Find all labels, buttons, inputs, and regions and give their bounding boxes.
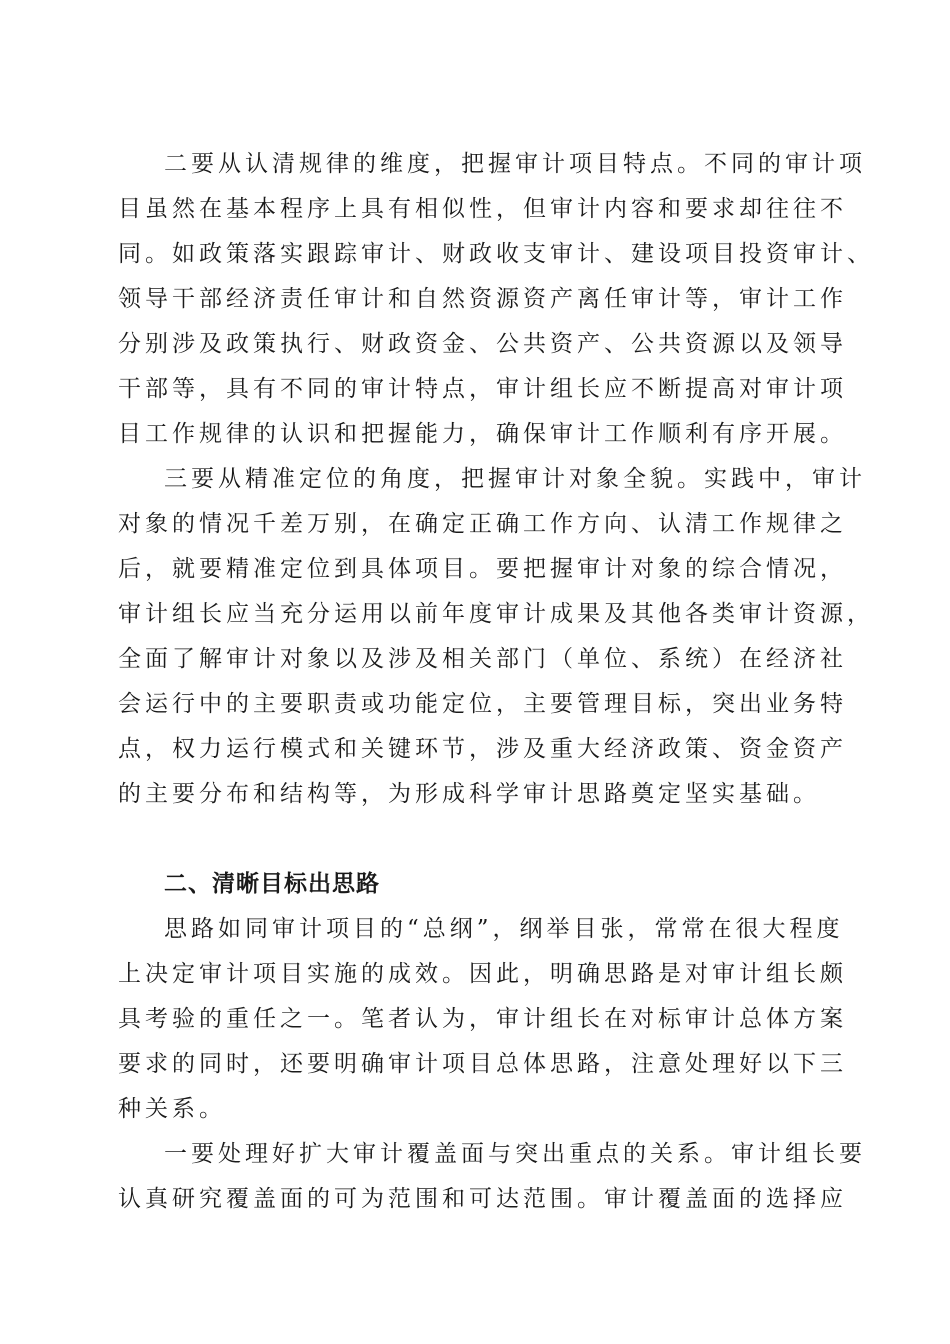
paragraph-line: 后，就要精准定位到具体项目。要把握审计对象的综合情况， (118, 556, 847, 582)
paragraph-line: 领导干部经济责任审计和自然资源资产离任审计等，审计工作 (118, 286, 847, 312)
paragraph-line (118, 817, 833, 862)
paragraph-audit-object (118, 457, 874, 862)
paragraph-line: 一要处理好扩大审计覆盖面与突出重点的关系。审计组长要 (164, 1141, 866, 1167)
paragraph-line: 同。如政策落实跟踪审计、财政收支审计、建设项目投资审计、 (118, 241, 874, 267)
paragraph-line: 的主要分布和结构等，为形成科学审计思路奠定坚实基础。 (118, 781, 820, 807)
paragraph-line: 会运行中的主要职责或功能定位，主要管理目标，突出业务特 (118, 691, 847, 717)
paragraph-line: 目虽然在基本程序上具有相似性，但审计内容和要求却往往不 (118, 196, 847, 222)
paragraph-line: 上决定审计项目实施的成效。因此，明确思路是对审计组长颇 (118, 961, 847, 987)
paragraph-line: 点，权力运行模式和关键环节，涉及重大经济政策、资金资产 (118, 736, 847, 762)
paragraph-audit-rules (118, 142, 874, 457)
paragraph-line: 认真研究覆盖面的可为范围和可达范围。审计覆盖面的选择应 (118, 1186, 847, 1212)
paragraph-line: 对象的情况千差万别，在确定正确工作方向、认清工作规律之 (118, 511, 847, 537)
paragraph-line: 思路如同审计项目的“总纲”，纲举目张，常常在很大程度 (164, 916, 844, 942)
paragraph-line: 干部等，具有不同的审计特点，审计组长应不断提高对审计项 (118, 376, 847, 402)
paragraph-line: 全面了解审计对象以及涉及相关部门（单位、系统）在经济社 (118, 646, 847, 672)
document-body (118, 142, 874, 1222)
paragraph-line: 目工作规律的认识和把握能力，确保审计工作顺利有序开展。 (118, 421, 847, 447)
paragraph-line: 审计组长应当充分运用以前年度审计成果及其他各类审计资源， (118, 601, 874, 627)
paragraph-line: 三要从精准定位的角度，把握审计对象全貌。实践中，审计 (164, 466, 866, 492)
section-heading (118, 862, 833, 907)
section-heading-text: 二、清晰目标出思路 (164, 871, 380, 897)
paragraph-line: 种关系。 (118, 1096, 226, 1122)
paragraph-audit-ideas (118, 907, 847, 1132)
paragraph-line: 具考验的重任之一。笔者认为，审计组长在对标审计总体方案 (118, 1006, 847, 1032)
paragraph-audit-coverage (118, 1132, 866, 1222)
paragraph-line: 要求的同时，还要明确审计项目总体思路，注意处理好以下三 (118, 1051, 847, 1077)
paragraph-line: 二要从认清规律的维度，把握审计项目特点。不同的审计项 (164, 151, 866, 177)
paragraph-line: 分别涉及政策执行、财政资金、公共资产、公共资源以及领导 (118, 331, 847, 357)
